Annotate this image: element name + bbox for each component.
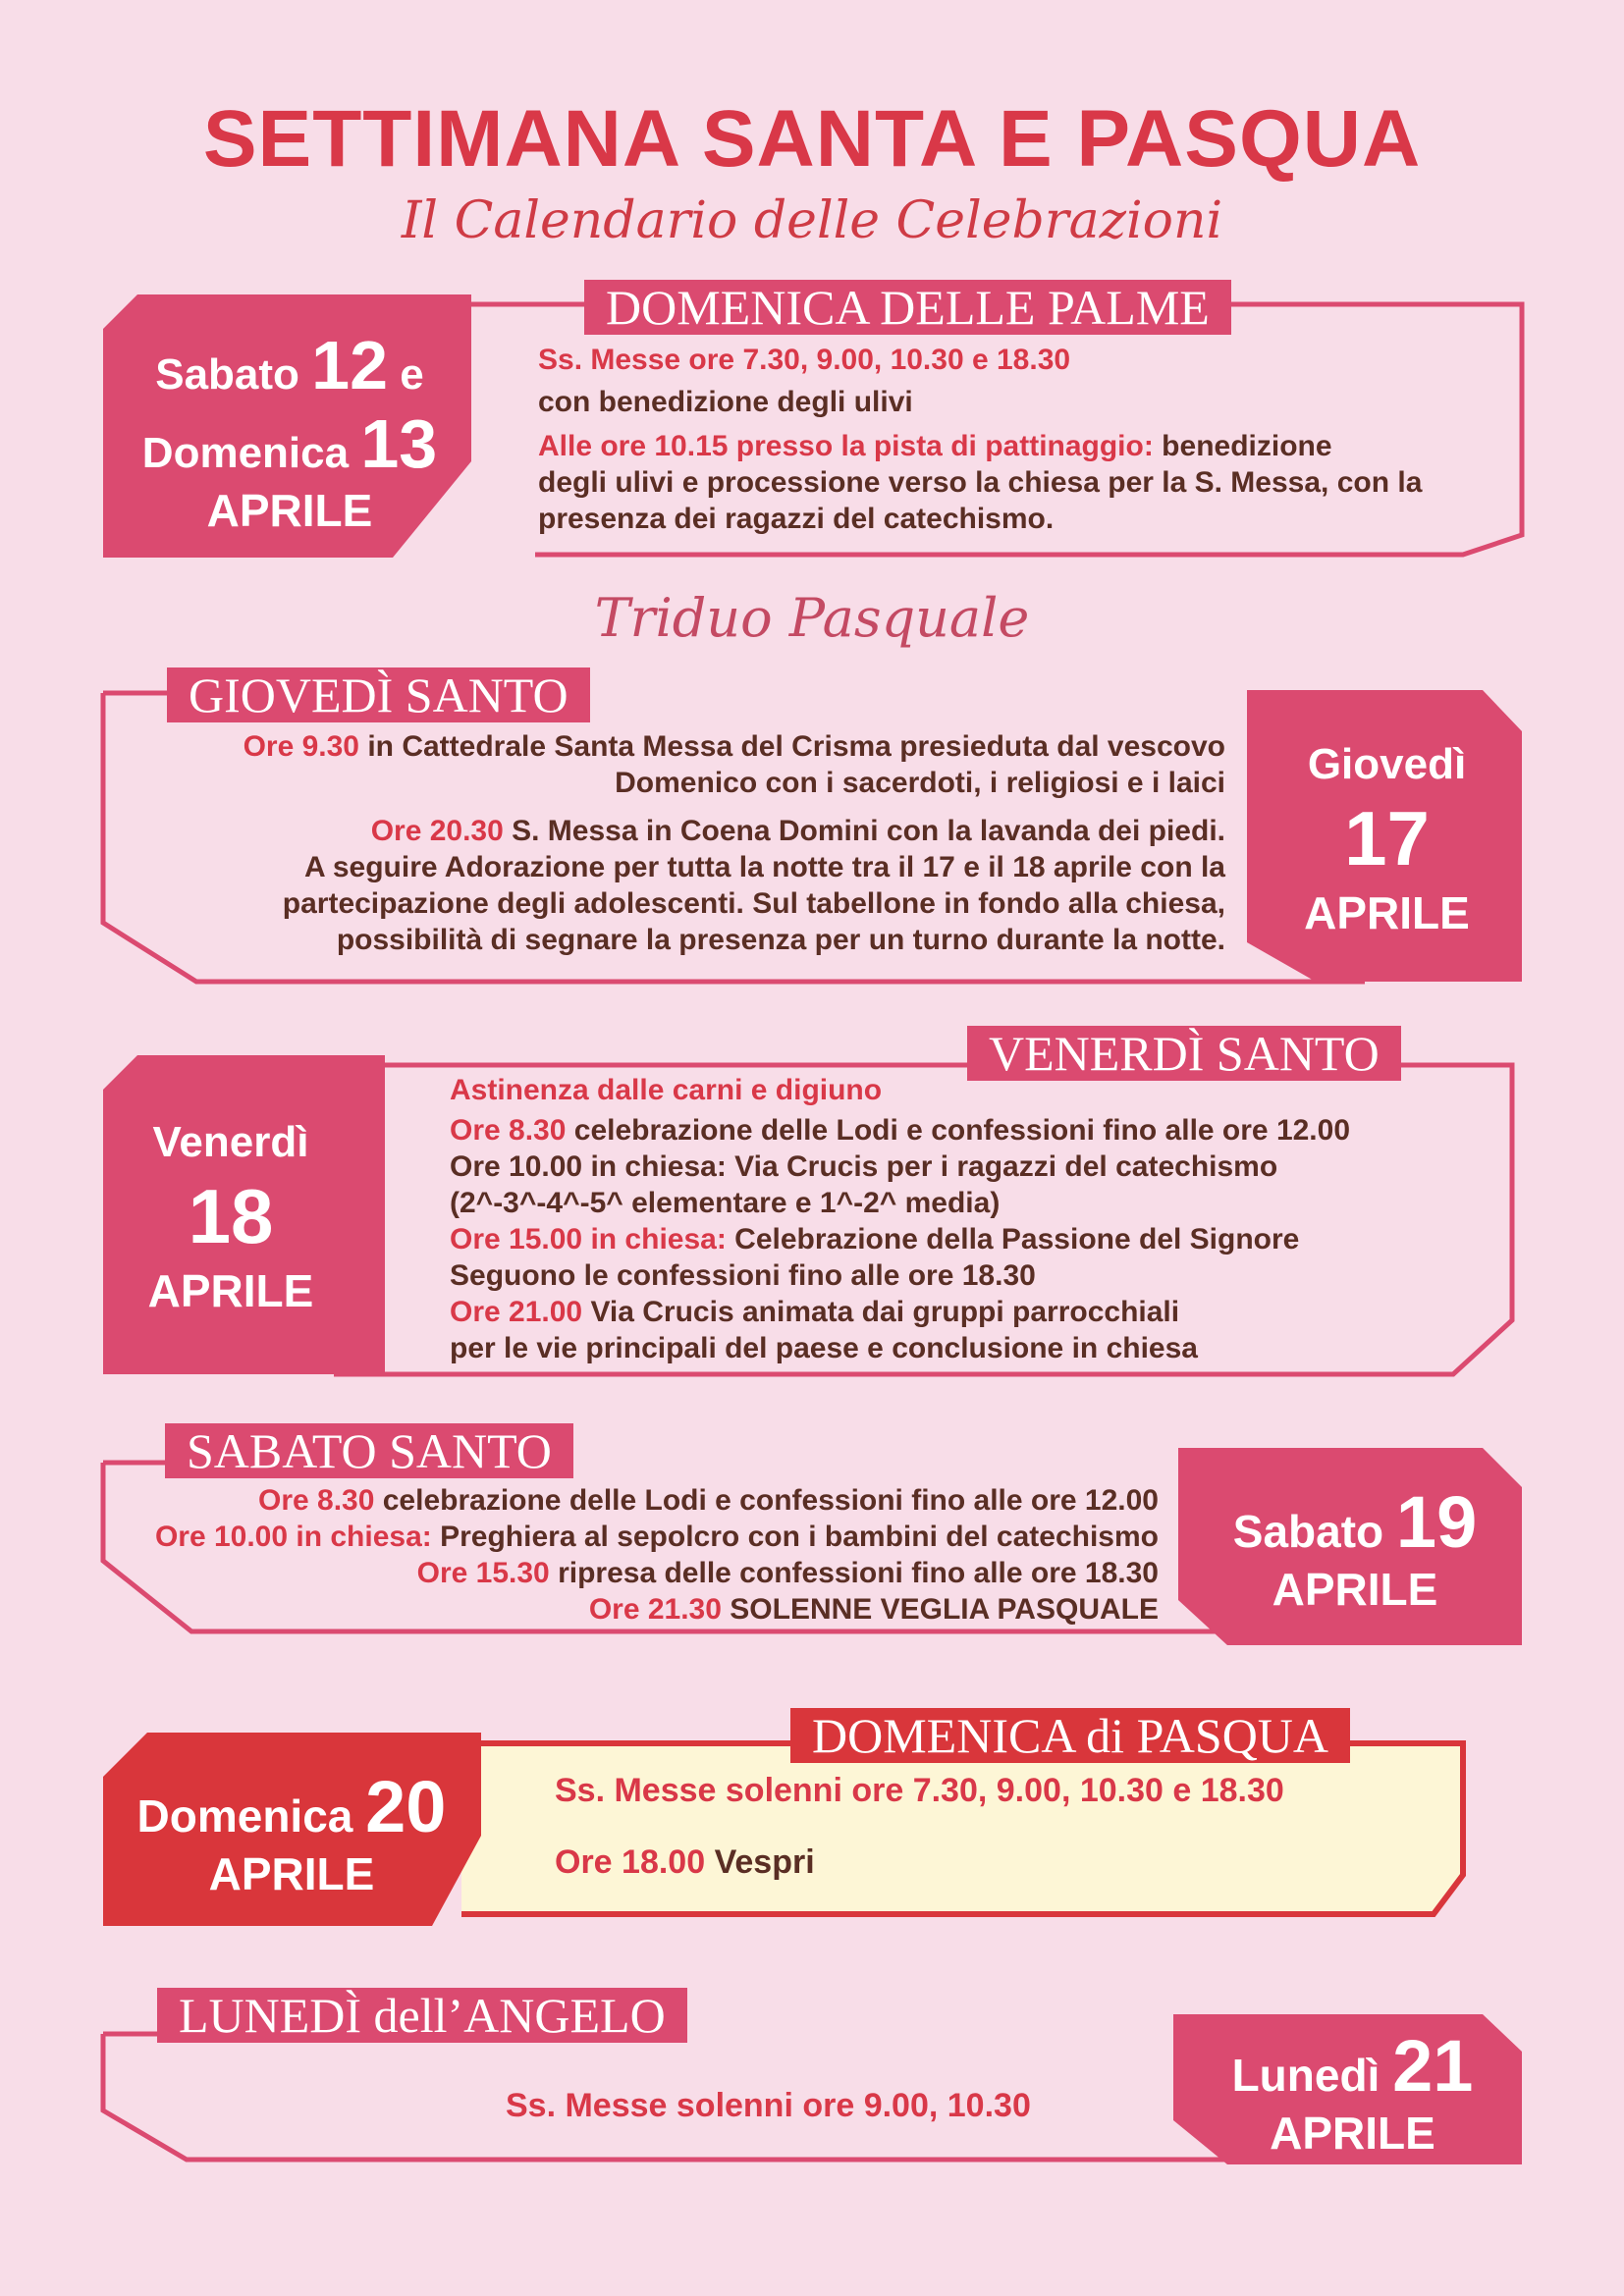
palme-day2: Domenica [141, 429, 350, 477]
venerdi-day: Venerdì [152, 1118, 309, 1166]
giovedi-day: Giovedì [1307, 740, 1467, 788]
giovedi-line1-hl: Ore 9.30 [243, 730, 359, 763]
palme-line3 [538, 428, 1481, 464]
venerdi-line2-hl: Ore 8.30 [450, 1114, 567, 1147]
palme-day1: Sabato [155, 350, 299, 399]
palme-line4: degli ulivi e processione verso la chiesa per la S. Messa, con la [538, 466, 1423, 499]
palme-line2: con benedizione degli ulivi [538, 386, 913, 418]
venerdi-line4: (2^-3^-4^-5^ elementare e 1^-2^ media) [450, 1187, 1001, 1219]
page-subtitle: Il Calendario delle Celebrazioni [401, 191, 1223, 250]
venerdi-line7-hl: Ore 21.00 [450, 1296, 583, 1328]
pasqua-text [555, 1773, 1438, 1881]
palme-banner: DOMENICA DELLE PALME [584, 280, 1231, 335]
giovedi-banner: GIOVEDÌ SANTO [167, 667, 590, 722]
lunedi-date-line [1231, 2025, 1474, 2107]
palme-num1: 12 [311, 327, 389, 403]
palme-date-line2 [141, 405, 438, 482]
venerdi-date [108, 1070, 353, 1364]
giovedi-text [137, 728, 1225, 958]
palme-date [113, 314, 466, 550]
sabato-line3-rest: ripresa delle confessioni fino alle ore 18.30 [549, 1557, 1159, 1589]
sabato-num: 19 [1395, 1480, 1478, 1563]
venerdi-num: 18 [188, 1173, 274, 1259]
palme-suffix: e [400, 350, 424, 399]
sabato-month: APRILE [1272, 1563, 1438, 1615]
giovedi-month: APRILE [1304, 887, 1470, 938]
venerdi-line2-rest: celebrazione delle Lodi e confessioni fino alle ore 12.00 [566, 1114, 1351, 1147]
palme-line3-rest: benedizione [1153, 430, 1332, 462]
sabato-line1 [118, 1482, 1159, 1519]
pasqua-line1: Ss. Messe solenni ore 7.30, 9.00, 10.30 e 18.30 [555, 1772, 1284, 1809]
pasqua-line2-rest: Vespri [705, 1843, 815, 1881]
palme-text [538, 342, 1481, 537]
giovedi-num: 17 [1344, 795, 1430, 881]
pasqua-line2 [555, 1844, 1438, 1881]
palme-line1: Ss. Messe ore 7.30, 9.00, 10.30 e 18.30 [538, 344, 1071, 376]
giovedi-line5: partecipazione degli adolescenti. Sul tabellone in fondo alla chiesa, [282, 887, 1225, 920]
sabato-line3-hl: Ore 15.30 [416, 1557, 550, 1589]
venerdi-line1: Astinenza dalle carni e digiuno [450, 1074, 883, 1106]
pasqua-day: Domenica [136, 1789, 353, 1842]
venerdi-line7-rest: Via Crucis animata dai gruppi parrocchiali [582, 1296, 1180, 1328]
venerdi-line5-rest: Celebrazione della Passione del Signore [726, 1223, 1300, 1255]
pasqua-date [110, 1747, 473, 1919]
venerdi-banner: VENERDÌ SANTO [967, 1026, 1401, 1081]
giovedi-line2: Domenico con i sacerdoti, i religiosi e i laici [615, 767, 1225, 799]
lunedi-num: 21 [1392, 2025, 1474, 2107]
pasqua-num: 20 [365, 1765, 447, 1847]
sabato-date-line [1232, 1480, 1478, 1563]
giovedi-line3-hl: Ore 20.30 [370, 815, 504, 847]
sabato-line2-rest: Preghiera al sepolcro con i bambini del catechismo [431, 1521, 1159, 1553]
sabato-line1-rest: celebrazione delle Lodi e confessioni fino alle ore 12.00 [374, 1484, 1159, 1517]
sabato-line2-hl: Ore 10.00 in chiesa: [154, 1521, 432, 1553]
palme-date-line1 [155, 327, 424, 403]
giovedi-date [1257, 707, 1517, 972]
palme-line3-hl: Alle ore 10.15 presso la pista di pattinaggio: [538, 430, 1154, 462]
pasqua-banner: DOMENICA di PASQUA [790, 1708, 1350, 1763]
giovedi-line1 [137, 728, 1225, 765]
page-title: SETTIMANA SANTA E PASQUA [202, 94, 1422, 184]
palme-line5: presenza dei ragazzi del catechismo. [538, 503, 1055, 535]
giovedi-line3-rest: S. Messa in Coena Domini con la lavanda dei piedi. [503, 815, 1225, 847]
giovedi-line6: possibilità di segnare la presenza per un turno durante la notte. [336, 924, 1225, 956]
venerdi-line3: Ore 10.00 in chiesa: Via Crucis per i ragazzi del catechismo [450, 1150, 1278, 1183]
pasqua-line2-hl: Ore 18.00 [555, 1843, 706, 1881]
sabato-line3 [118, 1555, 1159, 1591]
venerdi-line5-hl: Ore 15.00 in chiesa: [450, 1223, 727, 1255]
giovedi-line1-rest: in Cattedrale Santa Messa del Crisma presieduta dal vescovo [358, 730, 1225, 763]
lunedi-line1: Ss. Messe solenni ore 9.00, 10.30 [506, 2087, 1031, 2124]
sabato-text [118, 1482, 1159, 1628]
sabato-line4-rest: SOLENNE VEGLIA PASQUALE [721, 1593, 1159, 1626]
venerdi-line5 [450, 1221, 1490, 1257]
lunedi-date [1188, 2024, 1517, 2162]
venerdi-text [450, 1072, 1490, 1366]
venerdi-line8: per le vie principali del paese e conclusione in chiesa [450, 1332, 1198, 1364]
palme-month: APRILE [206, 485, 373, 536]
sabato-line4 [118, 1591, 1159, 1628]
sabato-line2 [118, 1519, 1159, 1555]
venerdi-month: APRILE [147, 1265, 314, 1316]
venerdi-line7 [450, 1294, 1490, 1330]
sabato-date [1193, 1463, 1517, 1634]
sabato-day: Sabato [1232, 1505, 1384, 1557]
lunedi-month: APRILE [1270, 2108, 1435, 2159]
sabato-banner: SABATO SANTO [165, 1423, 573, 1478]
sabato-line4-hl: Ore 21.30 [588, 1593, 722, 1626]
giovedi-line3 [137, 813, 1225, 849]
triduo-label: Triduo Pasquale [594, 587, 1030, 649]
lunedi-banner: LUNEDÌ dell’ANGELO [157, 1988, 687, 2043]
venerdi-line6: Seguono le confessioni fino alle ore 18.30 [450, 1259, 1036, 1292]
pasqua-date-line [136, 1765, 447, 1847]
sabato-line1-hl: Ore 8.30 [257, 1484, 375, 1517]
palme-num2: 13 [360, 405, 438, 482]
venerdi-line2 [450, 1112, 1490, 1148]
pasqua-month: APRILE [208, 1847, 375, 1899]
giovedi-line4: A seguire Adorazione per tutta la notte tra il 17 e il 18 aprile con la [303, 851, 1225, 883]
lunedi-day: Lunedì [1231, 2050, 1380, 2101]
